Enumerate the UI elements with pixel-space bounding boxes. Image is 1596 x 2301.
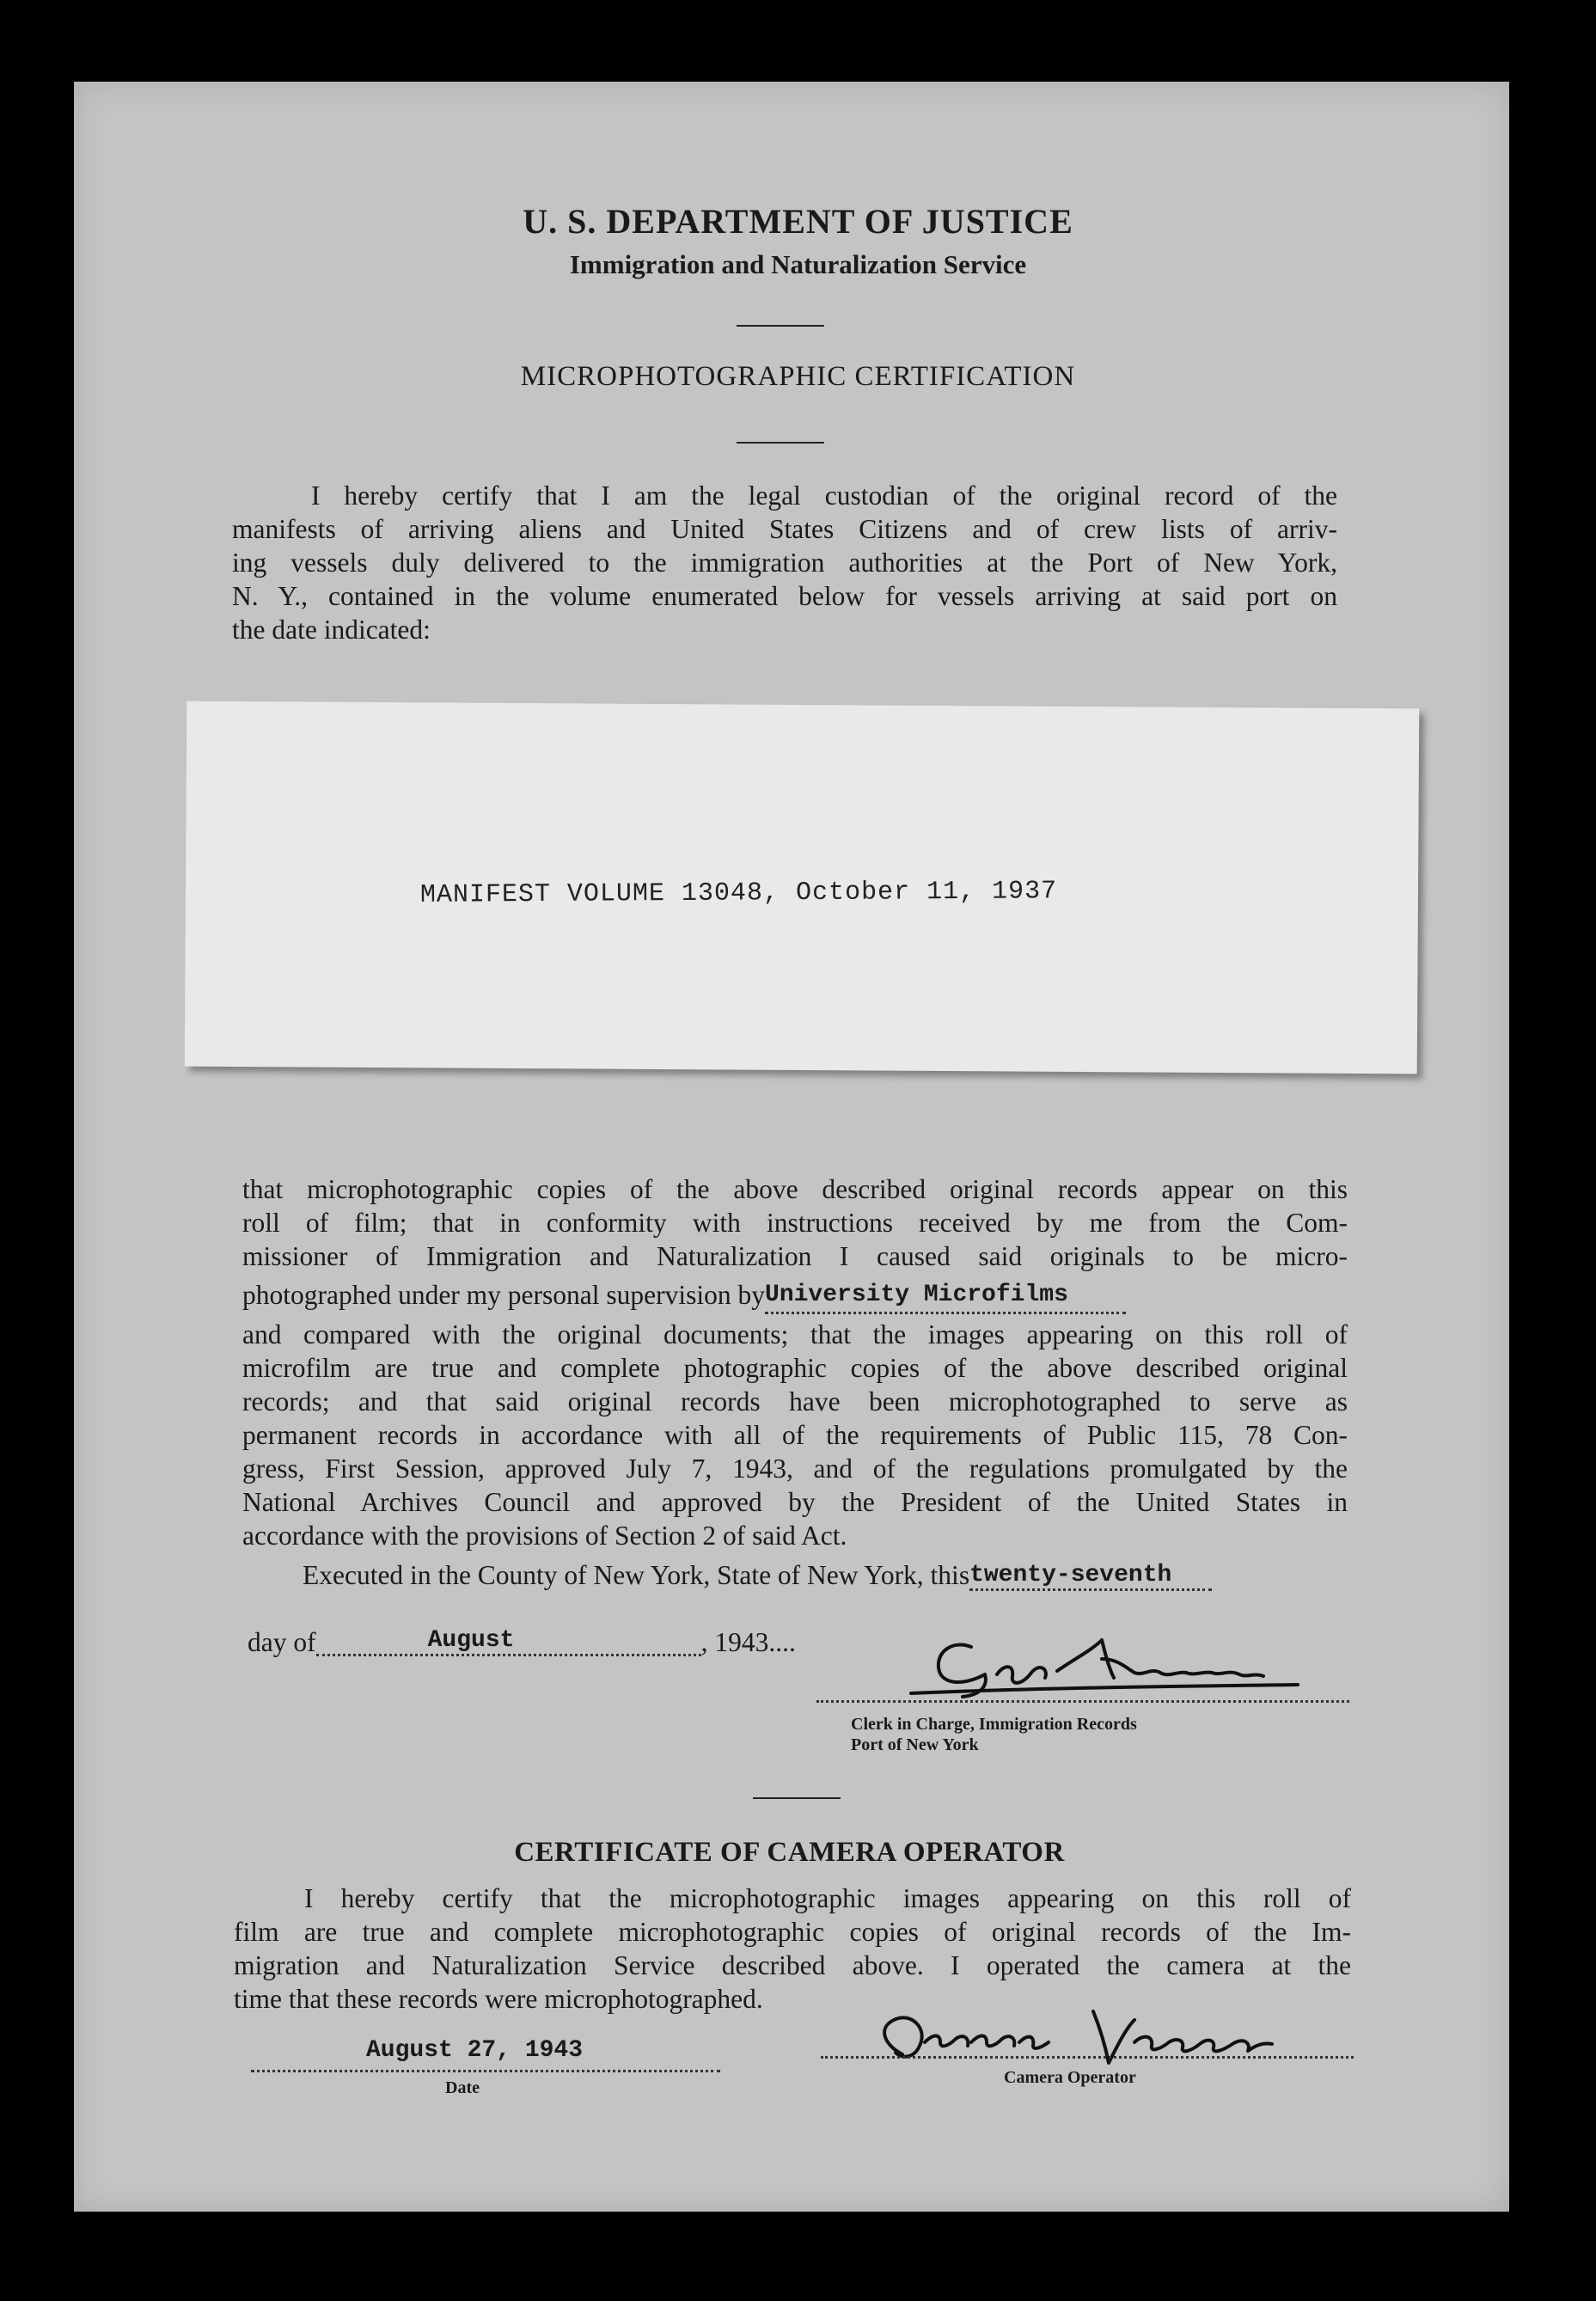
operator-signature-line bbox=[821, 2056, 1354, 2059]
body-line: and compared with the original documents; that the images appearing on this roll of bbox=[242, 1319, 1348, 1349]
month-value: August bbox=[427, 1627, 515, 1654]
filmer-field bbox=[765, 1275, 1126, 1314]
body-line: permanent records in accordance with all of the requirements of Public 115, 78 Con- bbox=[242, 1420, 1348, 1450]
camera-line: film are true and complete microphotographic copies of original records of the Im- bbox=[234, 1917, 1351, 1947]
body-line: records; and that said original records have been microphotographed to serve as bbox=[242, 1386, 1348, 1417]
intro-line: manifests of arriving aliens and United States Citizens and of crew lists of arriv- bbox=[232, 514, 1337, 544]
execution-line bbox=[303, 1560, 1212, 1594]
body-line: microfilm are true and complete photographic copies of the above described original bbox=[242, 1353, 1348, 1383]
filmer-value: University Microfilms bbox=[765, 1282, 1068, 1308]
intro-paragraph bbox=[232, 479, 1337, 646]
body-line: National Archives Council and approved by the President of the United States in bbox=[242, 1487, 1348, 1517]
intro-line: N. Y., contained in the volume enumerated below for vessels arriving at said port on bbox=[232, 581, 1337, 611]
divider-1 bbox=[737, 325, 824, 327]
body-line-filmer bbox=[242, 1278, 1348, 1318]
manifest-volume-text: MANIFEST VOLUME 13048, October 11, 1937 bbox=[419, 877, 1058, 910]
month-line: day of August , 1943.... bbox=[248, 1627, 796, 1661]
year-value: 1943 bbox=[714, 1627, 769, 1657]
day-field bbox=[969, 1557, 1212, 1591]
camera-line: migration and Naturalization Service described above. I operated the camera at the bbox=[234, 1950, 1351, 1980]
service-title: Immigration and Naturalization Service bbox=[569, 249, 1027, 279]
camera-line: I hereby certify that the microphotographic images appearing on this roll of bbox=[304, 1883, 1351, 1913]
body-line: accordance with the provisions of Section 2 of said Act. bbox=[242, 1521, 847, 1551]
document-title: MICROPHOTOGRAPHIC CERTIFICATION bbox=[520, 361, 1076, 392]
clerk-title-line1: Clerk in Charge, Immigration Records bbox=[851, 1715, 1137, 1734]
intro-line: the date indicated: bbox=[232, 615, 431, 645]
body-line: gress, First Session, approved July 7, 1943, and of the regulations promulgated by the bbox=[242, 1453, 1348, 1484]
body-paragraph bbox=[242, 1172, 1348, 1552]
body-line: missioner of Immigration and Naturalization I caused said originals to be micro- bbox=[242, 1241, 1348, 1271]
divider-3 bbox=[753, 1797, 841, 1799]
day-of-label: day of bbox=[248, 1627, 316, 1657]
clerk-title bbox=[851, 1714, 1137, 1755]
camera-line: time that these records were microphotographed. bbox=[234, 1984, 763, 2014]
date-field bbox=[251, 2037, 720, 2072]
camera-heading: CERTIFICATE OF CAMERA OPERATOR bbox=[514, 1837, 1065, 1868]
intro-line: ing vessels duly delivered to the immigration authorities at the Port of New York, bbox=[232, 548, 1337, 578]
day-value: twenty-seventh bbox=[969, 1562, 1172, 1588]
manifest-insert-slip bbox=[185, 701, 1420, 1074]
date-value: August 27, 1943 bbox=[366, 2037, 584, 2064]
operator-label: Camera Operator bbox=[1004, 2068, 1136, 2087]
body-line: roll of film; that in conformity with instructions received by me from the Com- bbox=[242, 1208, 1348, 1238]
body-line: that microphotographic copies of the above described original records appear on this bbox=[242, 1174, 1348, 1204]
date-label: Date bbox=[445, 2078, 480, 2097]
intro-line: I hereby certify that I am the legal custodian of the original record of the bbox=[311, 480, 1337, 511]
clerk-title-line2: Port of New York bbox=[851, 1735, 979, 1754]
divider-2 bbox=[737, 442, 824, 444]
execution-prefix: Executed in the County of New York, State of New York, this bbox=[303, 1560, 970, 1590]
body-line: photographed under my personal supervision by bbox=[242, 1280, 766, 1310]
agency-title: U. S. DEPARTMENT OF JUSTICE bbox=[523, 202, 1073, 241]
clerk-signature bbox=[902, 1625, 1315, 1710]
clerk-signature-line bbox=[816, 1700, 1349, 1703]
month-field bbox=[316, 1622, 701, 1656]
